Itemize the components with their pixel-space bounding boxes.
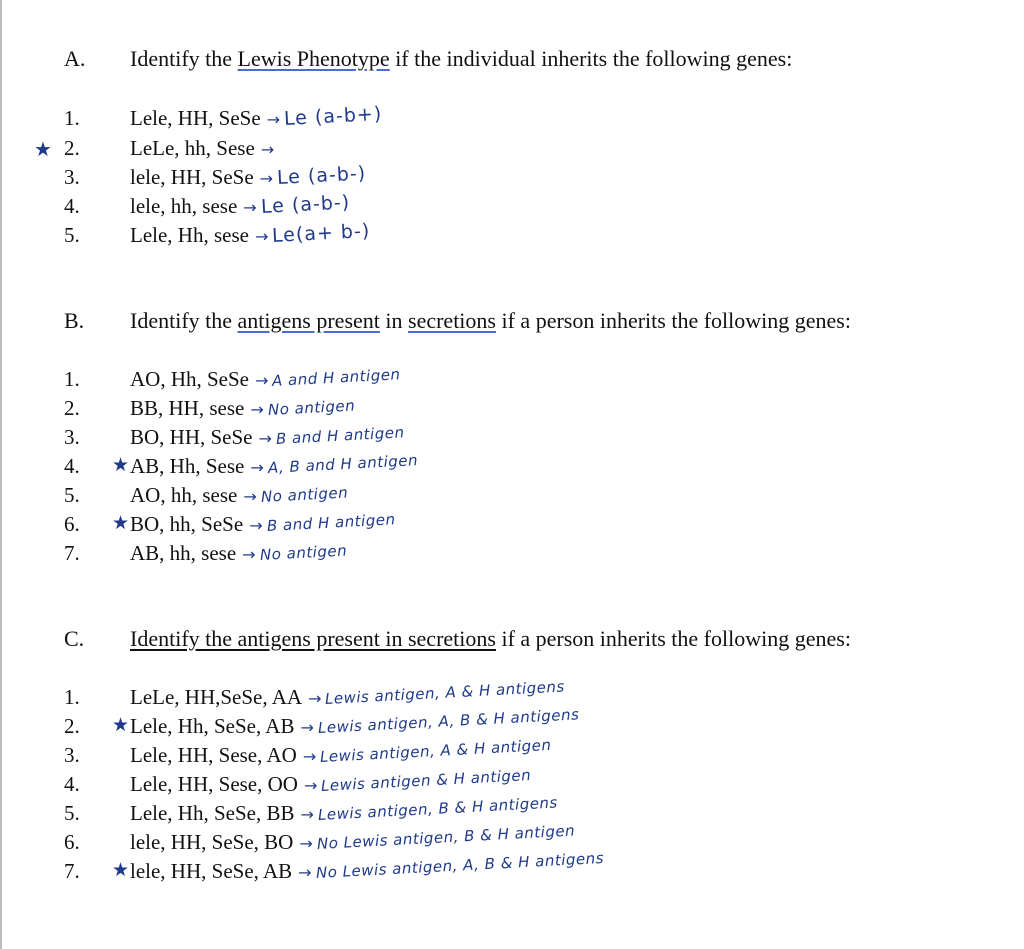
arrow-icon: → <box>250 458 264 477</box>
star-icon: ★ <box>112 859 130 881</box>
item-number: 1. <box>64 106 80 130</box>
item-genes: Lele, HH, SeSe → Le (a-b+) <box>130 102 383 130</box>
handwritten-answer: Le (a-b-) <box>276 162 367 189</box>
arrow-icon: → <box>255 371 269 390</box>
list-item <box>0 848 1024 888</box>
item-number: 5. <box>64 801 80 825</box>
item-genes: Lele, Hh, SeSe, BB → Lewis antigen, B & H antigens <box>130 793 559 825</box>
item-genes: LeLe, HH,SeSe, AA → Lewis antigen, A & H antigens <box>130 677 566 709</box>
handwritten-answer: Lewis antigen, A & H antigens <box>324 677 566 708</box>
list-item <box>0 367 1024 396</box>
section-letter: B. <box>64 308 85 333</box>
section-title: Identify the antigens present in secretions if a person inherits the following genes: <box>130 626 851 651</box>
arrow-icon: → <box>308 689 322 708</box>
item-number: 1. <box>64 367 80 391</box>
handwritten-answer: Le(a+ b-) <box>271 219 372 247</box>
item-genes: BB, HH, sese → No antigen <box>130 396 356 420</box>
list-item <box>0 162 1024 194</box>
list-item <box>0 396 1024 425</box>
item-genes: Lele, HH, Sese, OO → Lewis antigen & H antigen <box>130 766 532 796</box>
item-genes: lele, hh, sese → Le (a-b-) <box>130 191 351 218</box>
item-number: 6. <box>64 512 80 536</box>
item-genes: Lele, Hh, SeSe, AB → Lewis antigen, A, B & H antigens <box>130 705 580 738</box>
section-letter: A. <box>64 46 86 71</box>
arrow-icon: → <box>302 747 317 766</box>
item-genes: BO, hh, SeSe → B and H antigen <box>130 510 396 536</box>
handwritten-answer: Lewis antigen, A, B & H antigens <box>317 705 580 737</box>
star-icon: ★ <box>34 137 52 161</box>
handwritten-answer: Lewis antigen & H antigen <box>320 766 532 795</box>
arrow-icon: → <box>249 516 263 535</box>
item-genes: Lele, Hh, sese → Le(a+ b-) <box>130 219 372 247</box>
arrow-icon: → <box>303 776 318 795</box>
arrow-icon: → <box>300 805 314 824</box>
item-genes: LeLe, hh, Sese → <box>130 136 275 160</box>
item-number: 4. <box>64 194 80 218</box>
arrow-icon: → <box>242 545 256 564</box>
section-title: Identify the antigens present in secretions if a person inherits the following genes: <box>130 308 851 333</box>
handwritten-answer: No antigen <box>267 396 356 419</box>
item-number: 5. <box>64 483 80 507</box>
handwritten-answer: No Lewis antigen, A, B & H antigens <box>315 848 604 882</box>
arrow-icon: → <box>300 718 314 737</box>
item-number: 1. <box>64 685 80 709</box>
handwritten-answer: B and H antigen <box>275 423 405 448</box>
item-genes: AB, Hh, Sese → A, B and H antigen <box>130 451 419 478</box>
handwritten-answer: Le (a-b-) <box>260 191 351 218</box>
arrow-icon: → <box>298 863 312 882</box>
item-genes: lele, HH, SeSe → Le (a-b-) <box>130 162 367 189</box>
item-number: 4. <box>64 454 80 478</box>
item-number: 5. <box>64 223 80 247</box>
list-item <box>0 541 1024 570</box>
item-number: 2. <box>64 396 80 420</box>
handwritten-answer: No Lewis antigen, B & H antigen <box>316 821 576 853</box>
list-item <box>0 512 1024 541</box>
item-number: 3. <box>64 425 80 449</box>
item-number: 6. <box>64 830 80 854</box>
star-icon: ★ <box>112 512 130 534</box>
arrow-icon: → <box>250 400 264 419</box>
arrow-icon: → <box>243 198 257 217</box>
handwritten-answer: B and H antigen <box>266 510 396 535</box>
item-genes: AB, hh, sese → No antigen <box>130 541 348 565</box>
item-number: 2. <box>64 714 80 738</box>
item-number: 3. <box>64 165 80 189</box>
handwritten-answer: Lewis antigen, A & H antigen <box>319 735 553 766</box>
arrow-icon: → <box>254 227 269 246</box>
section-title: Identify the Lewis Phenotype if the individual inherits the following genes: <box>130 46 793 71</box>
list-item <box>0 219 1024 252</box>
item-number: 3. <box>64 743 80 767</box>
arrow-icon: → <box>259 169 274 188</box>
star-icon: ★ <box>112 454 130 476</box>
item-number: 7. <box>64 859 80 883</box>
item-genes: lele, HH, SeSe, BO → No Lewis antigen, B & H antigen <box>130 821 576 854</box>
item-number: 2. <box>64 136 80 160</box>
list-item <box>0 425 1024 454</box>
handwritten-answer: A, B and H antigen <box>267 451 419 477</box>
item-genes: Lele, HH, Sese, AO → Lewis antigen, A & H antigen <box>130 735 553 767</box>
handwritten-answer: Le (a-b+) <box>283 102 383 130</box>
arrow-icon: → <box>266 110 281 129</box>
list-item <box>0 483 1024 512</box>
item-genes: AO, hh, sese → No antigen <box>130 483 349 507</box>
item-number: 4. <box>64 772 80 796</box>
arrow-icon: → <box>243 487 257 506</box>
handwritten-answer: No antigen <box>260 483 349 506</box>
handwritten-answer: Lewis antigen, B & H antigens <box>317 793 559 824</box>
list-item <box>0 191 1024 223</box>
list-item <box>0 136 1024 165</box>
item-genes: BO, HH, SeSe → B and H antigen <box>130 423 405 449</box>
list-item <box>0 102 1024 135</box>
handwritten-answer: No antigen <box>259 541 348 564</box>
arrow-icon: → <box>260 140 275 159</box>
section-letter: C. <box>64 626 85 651</box>
list-item <box>0 451 1024 483</box>
arrow-icon: → <box>299 834 313 853</box>
star-icon: ★ <box>112 714 130 736</box>
item-genes: AO, Hh, SeSe → A and H antigen <box>130 365 402 391</box>
item-number: 7. <box>64 541 80 565</box>
handwritten-answer: A and H antigen <box>271 365 402 390</box>
item-genes: lele, HH, SeSe, AB → No Lewis antigen, A, B & H antigens <box>130 848 604 883</box>
arrow-icon: → <box>258 429 272 448</box>
